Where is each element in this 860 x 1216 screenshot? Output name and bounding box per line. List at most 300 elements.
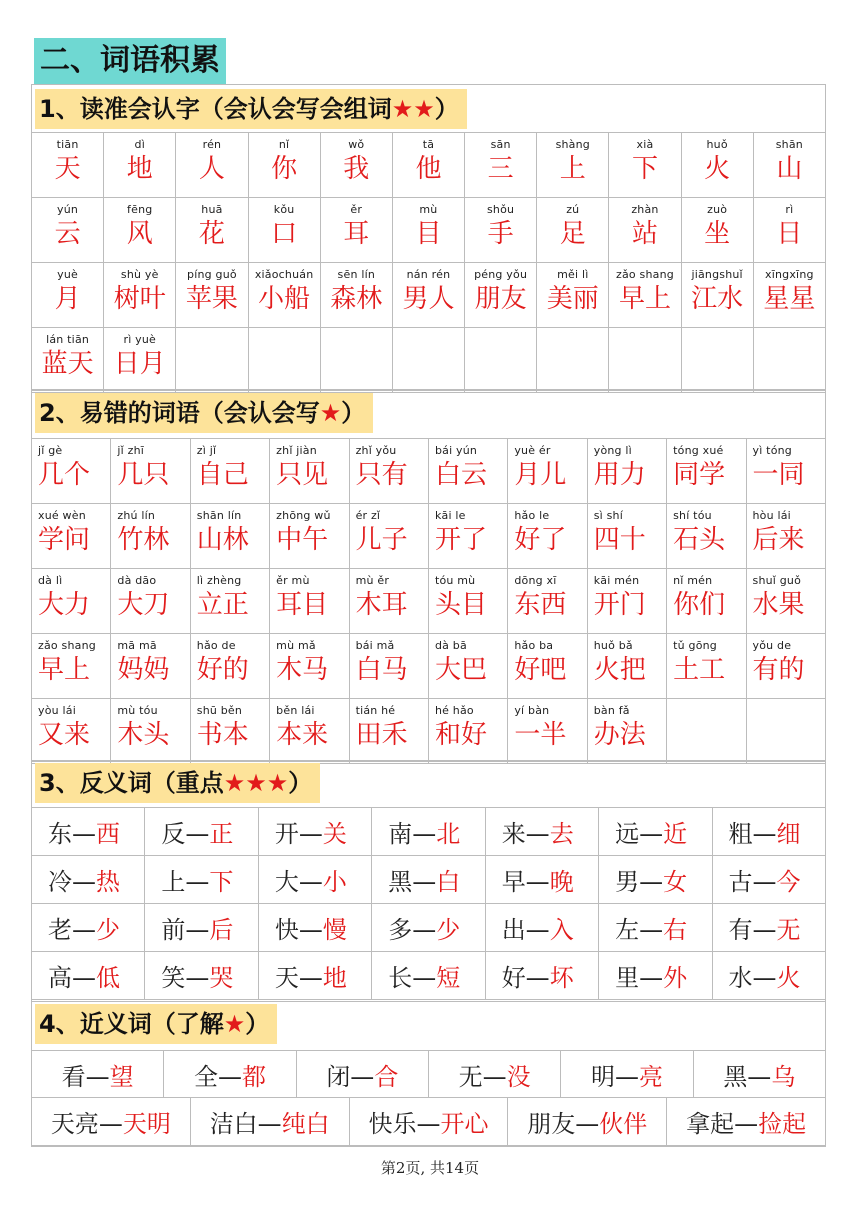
hanzi: 本来 — [276, 720, 329, 750]
char-row — [32, 198, 826, 263]
word-cell — [270, 699, 349, 764]
section-3-heading — [35, 763, 320, 803]
pinyin: lán tiān — [46, 333, 90, 346]
word-answer: 下 — [209, 868, 234, 896]
hanzi: 男人 — [402, 284, 455, 314]
word-prompt: 黑— — [388, 868, 437, 896]
word-answer: 乌 — [771, 1062, 796, 1091]
word-cell — [587, 504, 666, 569]
pinyin: zhàn — [631, 203, 659, 216]
hanzi: 大力 — [38, 590, 91, 620]
word-answer: 正 — [209, 820, 234, 848]
word-cell — [746, 569, 825, 634]
hanzi: 好的 — [196, 655, 249, 685]
word-answer: 右 — [663, 916, 688, 944]
pinyin: xīngxīng — [765, 268, 814, 281]
pinyin: tóng xué — [673, 444, 724, 457]
pinyin: hé hǎo — [434, 704, 474, 717]
word-answer: 女 — [663, 868, 688, 896]
synonym-row — [32, 1098, 826, 1146]
pinyin: mù — [419, 203, 438, 216]
pinyin: tā — [422, 138, 435, 151]
word-answer: 慢 — [322, 916, 347, 944]
pinyin: xué wèn — [38, 509, 86, 522]
pinyin: shǒu — [487, 203, 515, 216]
char-cell — [32, 328, 104, 393]
pinyin: zhú lín — [117, 509, 156, 522]
pinyin: yǒu de — [752, 639, 792, 652]
char-cell — [537, 133, 609, 198]
char-cell — [537, 263, 609, 328]
antonym-cell — [258, 856, 371, 904]
hanzi: 学问 — [38, 525, 91, 555]
pinyin: shàng — [555, 138, 590, 151]
pinyin: běn lái — [276, 704, 315, 717]
char-row — [32, 328, 826, 393]
pinyin: yòu lái — [38, 704, 76, 717]
word-answer: 低 — [96, 964, 120, 992]
synonym-cell — [667, 1098, 826, 1146]
char-cell — [465, 198, 537, 263]
char-cell — [176, 198, 248, 263]
antonym-cell — [599, 904, 712, 952]
word-cell — [190, 699, 269, 764]
section-1-close: ） — [434, 95, 459, 123]
word-answer: 小 — [322, 868, 347, 896]
hanzi: 你们 — [673, 590, 726, 620]
pinyin: yòng lì — [593, 444, 632, 457]
pinyin: mù mǎ — [276, 639, 316, 652]
pinyin: měi lì — [557, 268, 589, 281]
page-footer: 第2页, 共14页 — [380, 1159, 480, 1177]
pinyin: tóu mù — [434, 574, 476, 587]
word-prompt: 前— — [161, 916, 210, 944]
word-answer: 望 — [109, 1062, 134, 1091]
pinyin: shù yè — [120, 268, 159, 281]
antonym-cell — [32, 904, 145, 952]
word-answer: 无 — [776, 916, 801, 944]
pinyin: kǒu — [273, 203, 295, 216]
word-answer: 后 — [209, 916, 234, 944]
word-answer: 天明 — [122, 1110, 171, 1138]
pinyin: kāi mén — [593, 574, 640, 587]
hanzi: 好吧 — [514, 655, 567, 685]
word-cell — [270, 634, 349, 699]
word-prompt: 南— — [388, 820, 437, 848]
pinyin: ěr — [350, 203, 363, 216]
hanzi: 你 — [271, 154, 298, 184]
hanzi: 土工 — [673, 655, 726, 685]
word-cell — [32, 569, 111, 634]
pinyin: xiǎochuán — [254, 268, 314, 281]
char-cell — [681, 133, 753, 198]
pinyin: zhǐ yǒu — [355, 444, 397, 457]
antonym-cell — [599, 952, 712, 1000]
word-prompt: 来— — [501, 820, 550, 848]
pinyin: sān — [490, 138, 511, 151]
char-cell — [320, 263, 392, 328]
synonym-cell — [164, 1051, 296, 1098]
antonym-cell — [32, 856, 145, 904]
pinyin: dōng xī — [514, 574, 557, 587]
hanzi: 火把 — [593, 655, 646, 685]
hanzi: 石头 — [673, 525, 726, 555]
char-cell — [753, 328, 825, 393]
hanzi: 同学 — [673, 460, 726, 490]
word-answer: 都 — [241, 1062, 266, 1091]
char-cell — [32, 198, 104, 263]
word-prompt: 洁白— — [209, 1110, 282, 1138]
char-cell — [753, 198, 825, 263]
word-cell — [428, 699, 507, 764]
word-answer: 少 — [96, 916, 120, 944]
hanzi: 花 — [198, 219, 225, 249]
synonym-cell — [508, 1098, 667, 1146]
hanzi: 足 — [559, 219, 586, 249]
word-cell — [349, 569, 428, 634]
word-prompt: 高— — [48, 964, 96, 992]
hanzi: 江水 — [691, 284, 744, 314]
pinyin: shū běn — [196, 704, 243, 717]
hanzi: 立正 — [196, 590, 249, 620]
word-cell — [270, 504, 349, 569]
hanzi: 上 — [559, 154, 586, 184]
tricky-words-table — [31, 438, 826, 764]
pinyin: huā — [201, 203, 223, 216]
star-icon: ★ — [319, 399, 342, 427]
word-prompt: 东— — [48, 820, 96, 848]
antonym-cell — [372, 904, 485, 952]
char-cell — [248, 133, 320, 198]
pinyin: nǐ mén — [673, 574, 713, 587]
word-answer: 外 — [663, 964, 688, 992]
pinyin: huǒ bǎ — [593, 639, 633, 652]
word-prompt: 里— — [615, 964, 664, 992]
word-answer: 白 — [436, 868, 461, 896]
hanzi: 森林 — [330, 284, 383, 314]
word-prompt: 有— — [728, 916, 777, 944]
pinyin: tiān — [56, 138, 79, 151]
word-answer: 西 — [96, 820, 120, 848]
antonym-cell — [599, 856, 712, 904]
word-prompt: 早— — [501, 868, 550, 896]
word-cell — [111, 699, 190, 764]
word-answer: 晚 — [549, 868, 574, 896]
char-cell — [537, 328, 609, 393]
hanzi: 有的 — [752, 655, 805, 685]
antonym-row — [32, 952, 826, 1000]
pinyin: hǎo le — [514, 509, 550, 522]
hanzi: 办法 — [593, 720, 646, 750]
pinyin: jiāngshuǐ — [691, 268, 743, 281]
hanzi: 目 — [415, 219, 442, 249]
section-1-heading — [35, 89, 467, 129]
pinyin: mā mā — [117, 639, 157, 652]
char-cell — [753, 263, 825, 328]
word-cell — [667, 569, 746, 634]
word-cell — [349, 699, 428, 764]
section-4-close: ） — [245, 1010, 270, 1038]
hanzi: 用力 — [593, 460, 646, 490]
pinyin: mù ěr — [355, 574, 390, 587]
hanzi: 只有 — [355, 460, 408, 490]
char-cell — [104, 263, 176, 328]
pinyin: xià — [636, 138, 654, 151]
pinyin: shān lín — [196, 509, 242, 522]
word-prompt: 看— — [61, 1062, 110, 1091]
hanzi: 好了 — [514, 525, 567, 555]
word-cell — [508, 504, 587, 569]
antonym-cell — [485, 808, 598, 856]
word-cell — [32, 504, 111, 569]
word-answer: 纯白 — [281, 1110, 330, 1138]
pinyin: jǐ zhī — [117, 444, 145, 457]
hanzi: 耳 — [343, 219, 370, 249]
word-prompt: 冷— — [48, 868, 96, 896]
section-4-title: 4、近义词（了解 — [39, 1010, 224, 1038]
antonym-cell — [372, 856, 485, 904]
word-prompt: 黑— — [723, 1062, 772, 1091]
word-cell — [508, 569, 587, 634]
word-answer: 没 — [506, 1062, 531, 1091]
star-icon: ★ — [223, 1010, 246, 1038]
word-prompt: 开— — [274, 820, 323, 848]
char-cell — [753, 133, 825, 198]
hanzi: 朋友 — [474, 284, 527, 314]
pinyin: píng guǒ — [187, 268, 237, 281]
pinyin: zhōng wǔ — [276, 509, 331, 522]
hanzi: 四十 — [593, 525, 646, 555]
word-answer: 地 — [322, 964, 347, 992]
antonym-cell — [485, 952, 598, 1000]
section-2-heading — [35, 393, 373, 433]
synonym-cell — [32, 1098, 191, 1146]
char-cell — [248, 198, 320, 263]
pinyin: rì yuè — [123, 333, 157, 346]
word-cell — [32, 439, 111, 504]
hanzi: 日月 — [113, 349, 166, 379]
pinyin: rì — [785, 203, 794, 216]
antonym-cell — [145, 952, 258, 1000]
synonym-cell — [561, 1051, 693, 1098]
antonym-cell — [258, 952, 371, 1000]
synonym-cell — [296, 1051, 428, 1098]
hanzi: 开了 — [434, 525, 487, 555]
pinyin: dà bā — [434, 639, 467, 652]
char-cell — [681, 328, 753, 393]
pinyin: zuò — [707, 203, 728, 216]
pinyin: wǒ — [348, 138, 365, 151]
word-cell — [32, 634, 111, 699]
antonym-cell — [372, 952, 485, 1000]
pinyin: fēng — [127, 203, 153, 216]
pinyin: péng yǒu — [474, 268, 528, 281]
word-prompt: 快乐— — [368, 1110, 441, 1138]
hanzi: 天 — [54, 154, 81, 184]
char-cell — [320, 328, 392, 393]
word-cell — [428, 439, 507, 504]
char-cell — [609, 198, 681, 263]
pinyin: lì zhèng — [196, 574, 242, 587]
char-cell — [392, 133, 464, 198]
hanzi: 站 — [631, 219, 658, 249]
char-cell — [176, 133, 248, 198]
word-cell — [587, 569, 666, 634]
char-cell — [681, 263, 753, 328]
synonym-cell — [428, 1051, 560, 1098]
antonym-cell — [258, 904, 371, 952]
hanzi: 几个 — [38, 460, 91, 490]
word-answer: 坏 — [549, 964, 574, 992]
antonym-cell — [712, 808, 825, 856]
hanzi: 口 — [271, 219, 298, 249]
hanzi: 人 — [198, 154, 225, 184]
word-cell — [111, 504, 190, 569]
word-row — [32, 439, 826, 504]
hanzi: 星星 — [763, 284, 816, 314]
word-cell — [111, 439, 190, 504]
pinyin: nǐ — [278, 138, 290, 151]
char-cell — [392, 198, 464, 263]
word-cell — [190, 504, 269, 569]
pinyin: sēn lín — [337, 268, 375, 281]
synonyms-table-2 — [31, 1097, 826, 1146]
pinyin: shuǐ guǒ — [752, 574, 802, 587]
word-prompt: 多— — [388, 916, 437, 944]
word-cell — [349, 634, 428, 699]
word-row — [32, 699, 826, 764]
pinyin: dà lì — [38, 574, 63, 587]
word-prompt: 全— — [193, 1062, 242, 1091]
hanzi: 竹林 — [117, 525, 170, 555]
char-cell — [104, 328, 176, 393]
pinyin: shí tóu — [673, 509, 712, 522]
synonym-cell — [349, 1098, 508, 1146]
hanzi: 一同 — [752, 460, 805, 490]
hanzi: 几只 — [117, 460, 170, 490]
pinyin: yún — [57, 203, 79, 216]
hanzi: 一半 — [514, 720, 567, 750]
word-prompt: 粗— — [728, 820, 777, 848]
pinyin: rén — [202, 138, 222, 151]
word-cell — [746, 699, 825, 764]
word-answer: 合 — [374, 1062, 399, 1091]
pinyin: ěr mù — [276, 574, 310, 587]
pinyin: yí bàn — [514, 704, 550, 717]
section-3-close: ） — [288, 769, 313, 797]
antonym-cell — [712, 856, 825, 904]
star-icon: ★★ — [391, 95, 435, 123]
word-cell — [428, 569, 507, 634]
hanzi: 妈妈 — [117, 655, 170, 685]
word-answer: 少 — [436, 916, 461, 944]
word-cell — [508, 634, 587, 699]
hanzi: 又来 — [38, 720, 91, 750]
section-4-heading — [35, 1004, 277, 1044]
hanzi: 头目 — [434, 590, 487, 620]
word-prompt: 好— — [501, 964, 550, 992]
word-row — [32, 569, 826, 634]
hanzi: 蓝天 — [41, 349, 94, 379]
hanzi: 大巴 — [434, 655, 487, 685]
char-cell — [176, 263, 248, 328]
char-cell — [609, 328, 681, 393]
hanzi: 耳目 — [276, 590, 329, 620]
hanzi: 月儿 — [514, 460, 567, 490]
word-prompt: 老— — [48, 916, 96, 944]
antonym-cell — [258, 808, 371, 856]
characters-table — [31, 132, 826, 393]
word-answer: 入 — [549, 916, 574, 944]
word-answer: 亮 — [638, 1062, 663, 1091]
antonym-row — [32, 904, 826, 952]
pinyin: jǐ gè — [38, 444, 63, 457]
word-answer: 短 — [436, 964, 461, 992]
word-answer: 开心 — [440, 1110, 489, 1138]
antonym-cell — [599, 808, 712, 856]
pinyin: hǎo ba — [514, 639, 554, 652]
pinyin: bái mǎ — [355, 639, 395, 652]
antonym-cell — [145, 856, 258, 904]
synonym-cell — [693, 1051, 825, 1098]
pinyin: hǎo de — [196, 639, 236, 652]
word-prompt: 古— — [728, 868, 777, 896]
antonym-cell — [712, 952, 825, 1000]
word-prompt: 出— — [501, 916, 550, 944]
word-prompt: 闭— — [326, 1062, 375, 1091]
word-cell — [667, 439, 746, 504]
hanzi: 大刀 — [117, 590, 170, 620]
hanzi: 我 — [343, 154, 370, 184]
char-row — [32, 263, 826, 328]
word-cell — [190, 569, 269, 634]
hanzi: 木耳 — [355, 590, 408, 620]
char-cell — [537, 198, 609, 263]
char-cell — [681, 198, 753, 263]
hanzi: 白马 — [355, 655, 408, 685]
section-3-title: 3、反义词（重点 — [39, 769, 224, 797]
char-cell — [248, 263, 320, 328]
pinyin: dì — [134, 138, 145, 151]
synonym-cell — [190, 1098, 349, 1146]
hanzi: 木头 — [117, 720, 170, 750]
hanzi: 他 — [415, 154, 442, 184]
pinyin: bàn fǎ — [593, 704, 630, 717]
word-cell — [428, 504, 507, 569]
hanzi: 中午 — [276, 525, 329, 555]
hanzi: 山林 — [196, 525, 249, 555]
word-answer: 今 — [776, 868, 801, 896]
pinyin: zǎo shang — [615, 268, 674, 281]
hanzi: 树叶 — [113, 284, 166, 314]
hanzi: 地 — [126, 154, 153, 184]
word-cell — [587, 699, 666, 764]
word-cell — [349, 504, 428, 569]
word-answer: 细 — [776, 820, 801, 848]
pinyin: tǔ gōng — [673, 639, 717, 652]
word-cell — [111, 569, 190, 634]
word-prompt: 笑— — [161, 964, 210, 992]
hanzi: 风 — [126, 219, 153, 249]
antonym-cell — [145, 904, 258, 952]
word-cell — [508, 439, 587, 504]
hanzi: 后来 — [752, 525, 805, 555]
hanzi: 早上 — [618, 284, 671, 314]
hanzi: 田禾 — [355, 720, 408, 750]
synonym-row — [32, 1051, 826, 1098]
pinyin: hòu lái — [752, 509, 791, 522]
word-cell — [667, 699, 746, 764]
